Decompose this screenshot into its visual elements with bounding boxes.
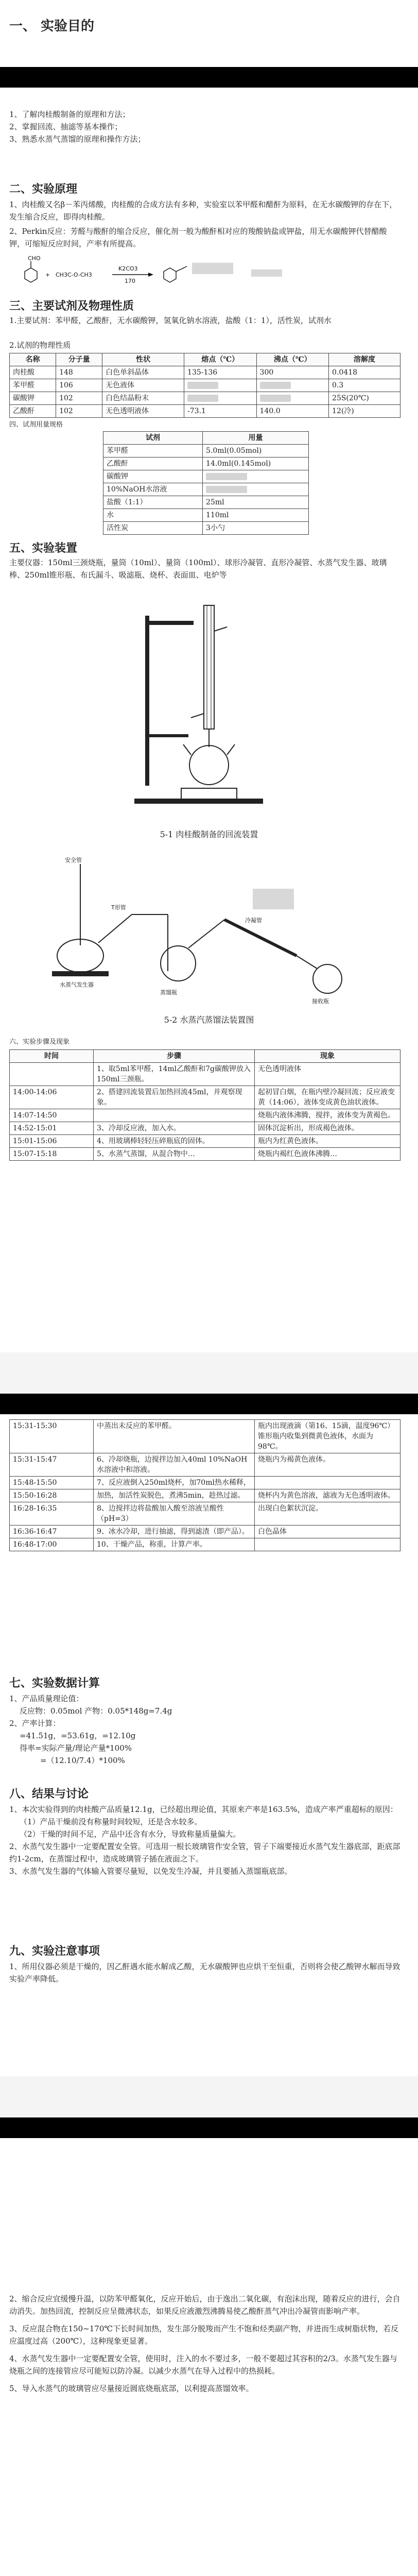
table-cell: 15:50-16:28 — [10, 1489, 94, 1502]
page-divider-bar — [0, 67, 418, 88]
reagents-line: 1.主要试剂：苯甲醛，乙酸酐，无水碳酸钾，氢氧化钠水溶液，盐酸（1：1），活性炭，试剂水 — [9, 316, 332, 325]
steam-distillation-figure — [49, 853, 369, 1007]
condenser-inner — [207, 605, 211, 729]
column-header: 用量 — [203, 432, 309, 445]
table-cell: 苯甲醛 — [103, 445, 203, 457]
table-cell: 加热，加活性炭脱色，煮沸5min，趁热过滤。 — [94, 1489, 255, 1502]
reaction-equation — [9, 255, 406, 288]
notes-paragraph: 5、导入水蒸气的玻璃管应尽量接近圆底烧瓶底部，以利提高蒸馏效率。 — [9, 2384, 254, 2393]
table-cell: 10%NaOH水溶液 — [103, 483, 203, 496]
section-6-caption: 六、实验步骤及现象 — [9, 1038, 70, 1046]
section-9-title: 九、实验注意事项 — [9, 1945, 100, 1958]
section-2-title: 二、实验原理 — [9, 183, 78, 196]
table-cell: 3小勺 — [203, 522, 309, 535]
table-cell: 2、搭建回流装置后加热回流45ml，并观察现象。 — [94, 1086, 255, 1109]
objective-item: 3、熟悉水蒸气蒸馏的原理和操作方法； — [9, 134, 146, 144]
page-divider-bar — [0, 1394, 418, 1414]
table-cell: 无色透明液体 — [255, 1063, 400, 1086]
table-cell: 出现白色絮状沉淀。 — [255, 1502, 400, 1526]
table-cell: 白色单斜晶体 — [102, 366, 184, 379]
table-cell: 烧杯内为黄色溶液，滤液为无色透明液体。 — [255, 1489, 400, 1502]
table-cell: 碳酸钾 — [103, 470, 203, 483]
reaction-svg — [9, 255, 406, 288]
blurred-region — [192, 263, 233, 274]
distillation-flask-label: 蒸馏瓶 — [160, 989, 177, 996]
table-row — [103, 522, 309, 535]
acetic-anhydride: CH3C-O-CH3 — [56, 272, 92, 278]
condenser — [224, 920, 297, 956]
table-row — [10, 379, 400, 392]
column-header: 熔点（℃） — [184, 353, 257, 366]
column-header: 性状 — [102, 353, 184, 366]
table-row — [103, 483, 309, 496]
table-row — [10, 1526, 400, 1538]
calc-line: =（12.10/7.4）*100% — [40, 1756, 125, 1765]
table-cell: 5.0ml(0.05mol) — [203, 445, 309, 457]
water-out — [214, 627, 227, 631]
table-cell: 盐酸（1:1） — [103, 496, 203, 509]
table-cell — [256, 379, 329, 392]
table-cell: 106 — [56, 379, 102, 392]
table-cell: 无色液体 — [102, 379, 184, 392]
document-page-1 — [0, 0, 418, 178]
discussion-paragraph: 2、水蒸气发生器中一定要配置安全管。可选用一根长玻璃管作安全管，管子下端要接近水蒸气发生器底部，距底部约1-2cm，在蒸馏过程中，造成玻璃管子插在液面之下。 — [9, 1842, 400, 1863]
column-header: 步骤 — [94, 1050, 255, 1063]
blurred-region — [251, 269, 282, 277]
column-header: 沸点（℃） — [256, 353, 329, 366]
table-cell: 15:07-15:18 — [10, 1148, 94, 1161]
table-cell: 14:52-15:01 — [10, 1122, 94, 1135]
plus-sign: + — [45, 272, 50, 278]
table-row — [10, 392, 400, 405]
discussion-paragraph: （2）干燥的时间不足，产品中还含有水分，导致称量质量偏大。 — [20, 1829, 241, 1839]
page-divider-bar — [0, 2117, 418, 2138]
notes-paragraph: 1、所用仪器必须是干燥的，因乙酐遇水能水解成乙酸，无水碳酸钾也应烘干至恒重，否则将会使乙酸钾水解而导致实验产率降低。 — [9, 1962, 400, 1984]
water-in — [191, 714, 204, 718]
table-cell: 6、冷却烧瓶，边搅拌边加入40ml 10%NaOH水溶液中和溶液。 — [94, 1453, 255, 1477]
table-row — [10, 1453, 400, 1477]
distillation-flask — [161, 946, 196, 981]
principle-paragraph-1: 1、肉桂酸又名β－苯丙烯酸，肉桂酸的合成方法有多种，实验室以苯甲醛和醋酐为原料，在无水碳酸钾的存在下，发生缩合反应，即得肉桂酸。 — [9, 200, 397, 222]
document-page-3 — [0, 1414, 418, 2076]
apparatus-paragraph: 主要仪器：150ml三颈烧瓶，量筒（10ml）、量筒（100ml）、球形冷凝管、直形冷凝管、水蒸气发生器、玻璃棒、250ml锥形瓶、布氏漏斗、吸滤瓶、烧杯、表面皿、电炉等 — [9, 558, 387, 580]
blurred-region — [187, 382, 218, 389]
section-3-title: 三、主要试剂及物理性质 — [9, 300, 134, 313]
table-row — [10, 1420, 400, 1453]
table-cell: 9、冰水冷却，进行抽滤，得到滤渣（即产品）。 — [94, 1526, 255, 1538]
blurred-region — [260, 395, 291, 402]
table-row — [103, 470, 309, 483]
reagents-properties-heading: 2.试剂的物理性质 — [9, 341, 71, 350]
table-cell — [184, 392, 257, 405]
column-header: 溶解度 — [329, 353, 400, 366]
table-cell: 固体沉淀析出，形成褐色液体。 — [255, 1122, 400, 1135]
table-row — [10, 1109, 400, 1122]
table-row — [10, 366, 400, 379]
calc-line: =41.51g，=53.61g，=12.10g — [20, 1731, 136, 1740]
column-header: 名称 — [10, 353, 56, 366]
section-7-title: 七、实验数据计算 — [9, 1677, 100, 1690]
table-row — [10, 1135, 400, 1148]
table-cell: 135-136 — [184, 366, 257, 379]
t-tube-label: T形管 — [111, 904, 126, 911]
table-cell: 300 — [256, 366, 329, 379]
calculation-block — [9, 1692, 400, 1767]
table-cell: 8、边搅拌边将盐酸加入酸至溶液呈酸性（pH=3） — [94, 1502, 255, 1526]
table-cell: 无色透明液体 — [102, 405, 184, 418]
table-row — [10, 1148, 400, 1161]
discussion-paragraph: 1、本次实验得到的肉桂酸产品质量12.1g，已经超出理论值，其原来产率是163.5%，造成产率严重超标的原因： — [9, 1805, 398, 1814]
table-cell: 15:48-15:50 — [10, 1477, 94, 1489]
table-cell — [256, 392, 329, 405]
table-cell — [184, 379, 257, 392]
principle-paragraph-2: 2、Perkin反应：芳醛与酸酐的缩合反应，催化剂一般为酸酐相对应的羧酸钠盐或钾盐，用无水碳酸钾代替醋酸钾，可缩短反应时间，产率有所提高。 — [9, 227, 387, 248]
table-cell: 肉桂酸 — [10, 366, 56, 379]
table-cell: 中蒸出未反应的苯甲醛。 — [94, 1420, 255, 1453]
table-cell: 5、水蒸气蒸馏，从混合物中… — [94, 1148, 255, 1161]
document-page-2 — [0, 178, 418, 1352]
table-cell: 碳酸钾 — [10, 392, 56, 405]
table-cell: 白色晶体 — [255, 1526, 400, 1538]
objective-item: 1、了解肉桂酸制备的原理和方法； — [9, 110, 130, 119]
objective-item: 2、掌握回流、抽滤等基本操作； — [9, 122, 123, 131]
notes-paragraph: 4、水蒸气发生器中一定要配置安全管，使用时，注入的水不要过多，一般不要超过其容积的2/3。水蒸气发生器与烧瓶之间的连接管应尽可能短以防冷凝。以减少水蒸气在导入过程中的热损耗。 — [9, 2354, 397, 2376]
reaction-conditions: K2CO3 — [118, 265, 138, 272]
table-row — [10, 1489, 400, 1502]
blurred-region — [206, 486, 247, 493]
benzaldehyde-structure — [25, 255, 41, 282]
table-cell: 乙酸酐 — [103, 457, 203, 470]
table-cell: 14:07-14:50 — [10, 1109, 94, 1122]
table-row — [10, 1122, 400, 1135]
table-cell: 4、用玻璃棒轻轻压碎瓶底的固体。 — [94, 1135, 255, 1148]
table-cell: -73.1 — [184, 405, 257, 418]
table-row — [103, 496, 309, 509]
table-row — [103, 457, 309, 470]
discussion-paragraph: 3、水蒸气发生器的气体输入管要尽量短，以免发生冷凝，并且要插入蒸馏瓶底部。 — [9, 1867, 292, 1876]
table-cell: 15:31-15:47 — [10, 1453, 94, 1477]
procedure-table — [9, 1049, 400, 1161]
table-cell: 10、干燥产品，称重，计算产率。 — [94, 1538, 255, 1551]
table-row — [10, 1538, 400, 1551]
table-row — [103, 509, 309, 522]
table-cell — [94, 1109, 255, 1122]
procedure-table-continued — [9, 1419, 400, 1551]
three-neck-flask — [189, 745, 229, 785]
document-page-4 — [0, 2138, 418, 2576]
table-cell: 102 — [56, 405, 102, 418]
condenser-label: 冷凝管 — [245, 917, 262, 924]
table-cell: 瓶内出现液滴（第16、15滴，温度96℃）锥形瓶内收集到微黄色液体，水面为98℃。 — [255, 1420, 400, 1453]
table-row — [10, 1477, 400, 1489]
reflux-apparatus-figure — [132, 600, 286, 817]
table-cell: 起初冒白烟，在瓶内壁冷凝回流；反应液变黄（14:06），液体变成黄色油状液体。 — [255, 1086, 400, 1109]
heating-mantle — [181, 788, 237, 800]
table-cell: 乙酸酐 — [10, 405, 56, 418]
table-cell: 14:00-14:06 — [10, 1086, 94, 1109]
table-cell: 16:28-16:35 — [10, 1502, 94, 1526]
table-cell — [10, 1063, 94, 1086]
discussion-block — [9, 1803, 400, 1877]
svg-text:CHO: CHO — [28, 255, 41, 262]
notes-block-1 — [9, 1960, 400, 1985]
figure-5-2-caption: 5-2 水蒸汽蒸馏法装置图 — [164, 1015, 254, 1025]
blurred-region — [187, 395, 218, 402]
blurred-region — [260, 382, 291, 389]
receiver-flask — [313, 964, 342, 993]
calc-line: 反应物：0.05mol 产物：0.05*148g=7.4g — [20, 1706, 172, 1716]
figure-5-1-caption: 5-1 肉桂酸制备的回流装置 — [160, 829, 258, 839]
cinnamic-acid-structure — [164, 266, 187, 282]
table-cell: 烧瓶内褐红色液体沸腾… — [255, 1148, 400, 1161]
table-cell: 102 — [56, 392, 102, 405]
table-cell — [203, 470, 309, 483]
table-cell: 148 — [56, 366, 102, 379]
receiver-flask-label: 接收瓶 — [312, 998, 329, 1005]
safety-tube-label: 安全管 — [65, 857, 82, 863]
table-row — [103, 445, 309, 457]
section-1-items — [9, 108, 400, 145]
stand-base — [134, 799, 263, 804]
table-cell — [255, 1538, 400, 1551]
table-cell: 14.0ml(0.145mol) — [203, 457, 309, 470]
notes-block-2 — [9, 2293, 400, 2395]
table-row — [10, 405, 400, 418]
properties-table — [9, 353, 400, 418]
heater — [52, 971, 109, 976]
table-cell: 活性炭 — [103, 522, 203, 535]
section-1-title: 一、 实验目的 — [9, 19, 95, 34]
table-cell: 烧瓶内液体沸腾，搅拌，液体变为黄褐色。 — [255, 1109, 400, 1122]
table-cell: 白色结晶粉末 — [102, 392, 184, 405]
table-cell: 110ml — [203, 509, 309, 522]
table-cell — [255, 1477, 400, 1489]
table-cell: 15:01-15:06 — [10, 1135, 94, 1148]
calc-line: 得率=实际产量/理论产量*100% — [20, 1743, 132, 1753]
column-header: 试剂 — [103, 432, 203, 445]
table-row — [10, 1502, 400, 1526]
steam-generator-label: 水蒸气发生器 — [60, 981, 94, 988]
table-row — [10, 1063, 400, 1086]
discussion-paragraph: （1）产品干燥前没有称量时间较短，还是含水较多。 — [20, 1817, 202, 1826]
table-cell: 水 — [103, 509, 203, 522]
table-cell: 15:31-15:30 — [10, 1420, 94, 1453]
notes-paragraph: 3、反应混合物在150~170℃下长时间加热，发生部分脱羧而产生不饱和烃类副产物，并进而生成树脂状物，若反应温度过高（200℃），这种现象更显著。 — [9, 2324, 399, 2346]
table-cell: 16:48-17:00 — [10, 1538, 94, 1551]
table-row — [10, 1086, 400, 1109]
section-8-title: 八、结果与讨论 — [9, 1788, 89, 1801]
table-cell: 1、取5ml苯甲醛，14ml乙酸酐和7g碳酸钾放入150ml三颈瓶。 — [94, 1063, 255, 1086]
section-4-caption: 四、试剂用量规格 — [9, 421, 63, 429]
blurred-region — [253, 889, 294, 909]
table-cell: 0.0418 — [329, 366, 400, 379]
table-cell: 7、反应液倒入250ml烧杯，加70ml热水稀释， — [94, 1477, 255, 1489]
table-cell: 16:36-16:47 — [10, 1526, 94, 1538]
table-cell: 3、冷却反应液，加入水。 — [94, 1122, 255, 1135]
condenser-outer — [204, 605, 214, 729]
calc-line: 2、产率计算： — [9, 1719, 61, 1728]
blurred-region — [206, 473, 247, 480]
clamp-arm — [147, 734, 188, 737]
table-cell: 12(冷) — [329, 405, 400, 418]
table-cell — [203, 483, 309, 496]
notes-paragraph: 2、缩合反应宜缓慢升温，以防苯甲醛氧化，反应开始后，由于逸出二氧化碳，有泡沫出现，随着反应的进行，会自动消失。加热回流，控制反应呈微沸状态，如果反应液激烈沸腾易使乙酸酐蒸气冲出冷凝管而影响产率。 — [9, 2294, 400, 2316]
stand-rod — [145, 616, 149, 786]
section-5-title: 五、实验装置 — [9, 542, 78, 555]
table-cell: 烧瓶内为褐黄色液体。 — [255, 1453, 400, 1477]
column-header: 时间 — [10, 1050, 94, 1063]
table-cell: 苯甲醛 — [10, 379, 56, 392]
table-cell: 0.3 — [329, 379, 400, 392]
table-cell: 140.0 — [256, 405, 329, 418]
calc-line: 1、产品质量理论值： — [9, 1694, 84, 1703]
table-cell: 25S(20℃) — [329, 392, 400, 405]
reaction-temperature: 170 — [125, 278, 135, 284]
table-cell: 25ml — [203, 496, 309, 509]
column-header: 分子量 — [56, 353, 102, 366]
column-header: 现象 — [255, 1050, 400, 1063]
reagent-amounts-table — [103, 431, 309, 535]
clamp-arm — [147, 621, 194, 625]
table-cell: 瓶内为红黄色液体。 — [255, 1135, 400, 1148]
